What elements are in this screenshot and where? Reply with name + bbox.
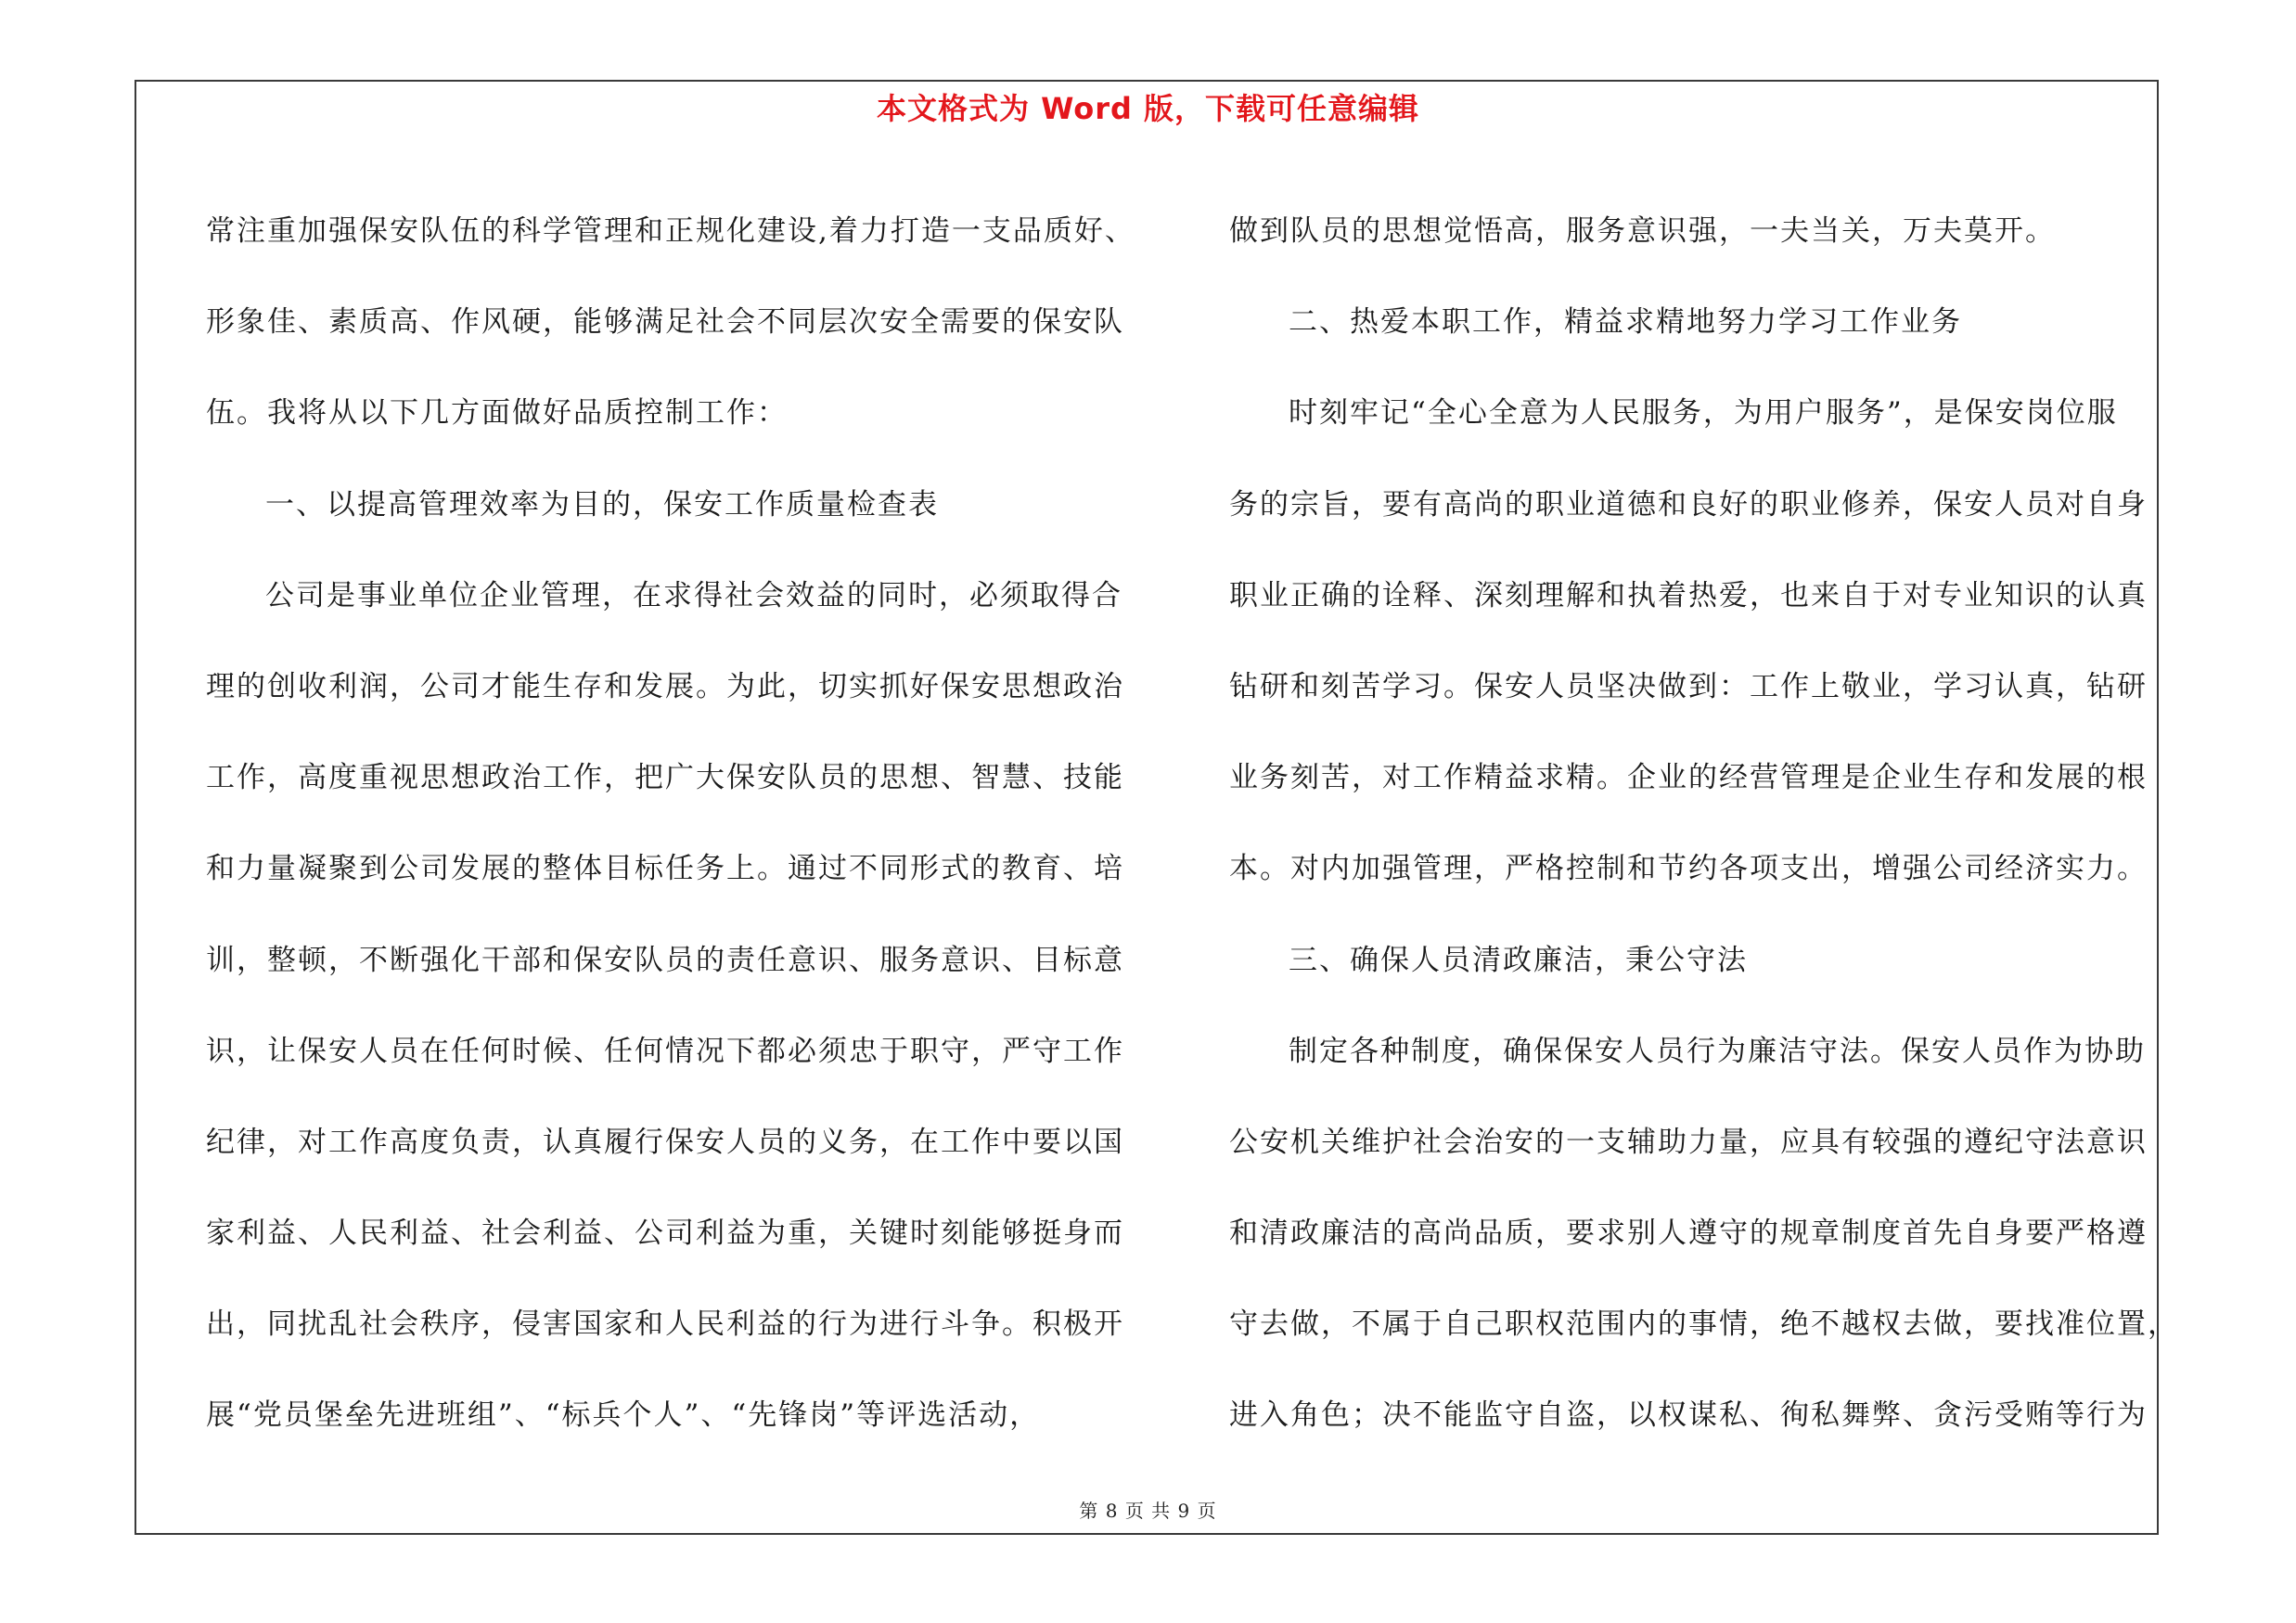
header-banner: 本文格式为 Word 版，下载可任意编辑: [876, 91, 1420, 126]
text-line: 业务刻苦，对工作精益求精。企业的经营管理是企业生存和发展的根: [1229, 761, 2148, 795]
text-line: 和力量凝聚到公司发展的整体目标任务上。通过不同形式的教育、培: [206, 852, 1124, 886]
page-number-footer: 第 8 页 共 9 页: [1079, 1500, 1217, 1522]
right-text-column: [1229, 186, 2178, 1462]
text-line: 进入角色；决不能监守自盗，以权谋私、徇私舞弊、贪污受贿等行为: [1229, 1398, 2148, 1433]
text-line: 公安机关维护社会治安的一支辅助力量，应具有较强的遵纪守法意识: [1229, 1125, 2148, 1159]
text-line: 公司是事业单位企业管理，在求得社会效益的同时，必须取得合: [265, 578, 1122, 612]
text-line: 守去做，不属于自己职权范围内的事情，绝不越权去做，要找准位置，: [1229, 1307, 2178, 1342]
text-line: 展“党员堡垒先进班组”、“标兵个人”、“先锋岗”等评选活动，: [206, 1398, 1041, 1433]
text-line: 本。对内加强管理，严格控制和节约各项支出，增强公司经济实力。: [1229, 852, 2148, 886]
text-line: 职业正确的诠释、深刻理解和执着热爱，也来自于对专业知识的认真: [1229, 578, 2148, 612]
text-line: 纪律，对工作高度负责，认真履行保安人员的义务，在工作中要以国: [206, 1125, 1124, 1159]
text-line: 识，让保安人员在任何时候、任何情况下都必须忠于职守，严守工作: [206, 1034, 1124, 1068]
text-line: 工作，高度重视思想政治工作，把广大保安队员的思想、智慧、技能: [206, 761, 1124, 795]
text-line: 家利益、人民利益、社会利益、公司利益为重，关键时刻能够挺身而: [206, 1217, 1124, 1251]
text-line: 一、以提高管理效率为目的，保安工作质量检查表: [265, 487, 939, 522]
text-line: 伍。我将从以下几方面做好品质控制工作：: [206, 396, 788, 431]
text-line: 制定各种制度，确保保安人员行为廉洁守法。保安人员作为协助: [1289, 1034, 2146, 1068]
text-line: 时刻牢记“全心全意为人民服务，为用户服务”，是保安岗位服: [1289, 396, 2118, 431]
text-line: 出，同扰乱社会秩序，侵害国家和人民利益的行为进行斗争。积极开: [206, 1307, 1124, 1342]
text-line: 三、确保人员清政廉洁，秉公守法: [1289, 943, 1748, 977]
text-line: 形象佳、素质高、作风硬，能够满足社会不同层次安全需要的保安队: [206, 305, 1124, 340]
text-line: 和清政廉洁的高尚品质，要求别人遵守的规章制度首先自身要严格遵: [1229, 1217, 2148, 1251]
text-line: 做到队员的思想觉悟高，服务意识强，一夫当关，万夫莫开。: [1229, 214, 2056, 248]
text-line: 理的创收利润，公司才能生存和发展。为此，切实抓好保安思想政治: [206, 669, 1124, 703]
text-line: 二、热爱本职工作，精益求精地努力学习工作业务: [1289, 305, 1962, 340]
text-line: 常注重加强保安队伍的科学管理和正规化建设,着力打造一支品质好、: [206, 214, 1135, 248]
left-text-column: [206, 186, 1135, 1462]
text-line: 务的宗旨，要有高尚的职业道德和良好的职业修养，保安人员对自身: [1229, 487, 2148, 522]
text-line: 训，整顿，不断强化干部和保安队员的责任意识、服务意识、目标意: [206, 943, 1124, 977]
text-line: 钻研和刻苦学习。保安人员坚决做到：工作上敬业，学习认真，钻研: [1229, 669, 2148, 703]
